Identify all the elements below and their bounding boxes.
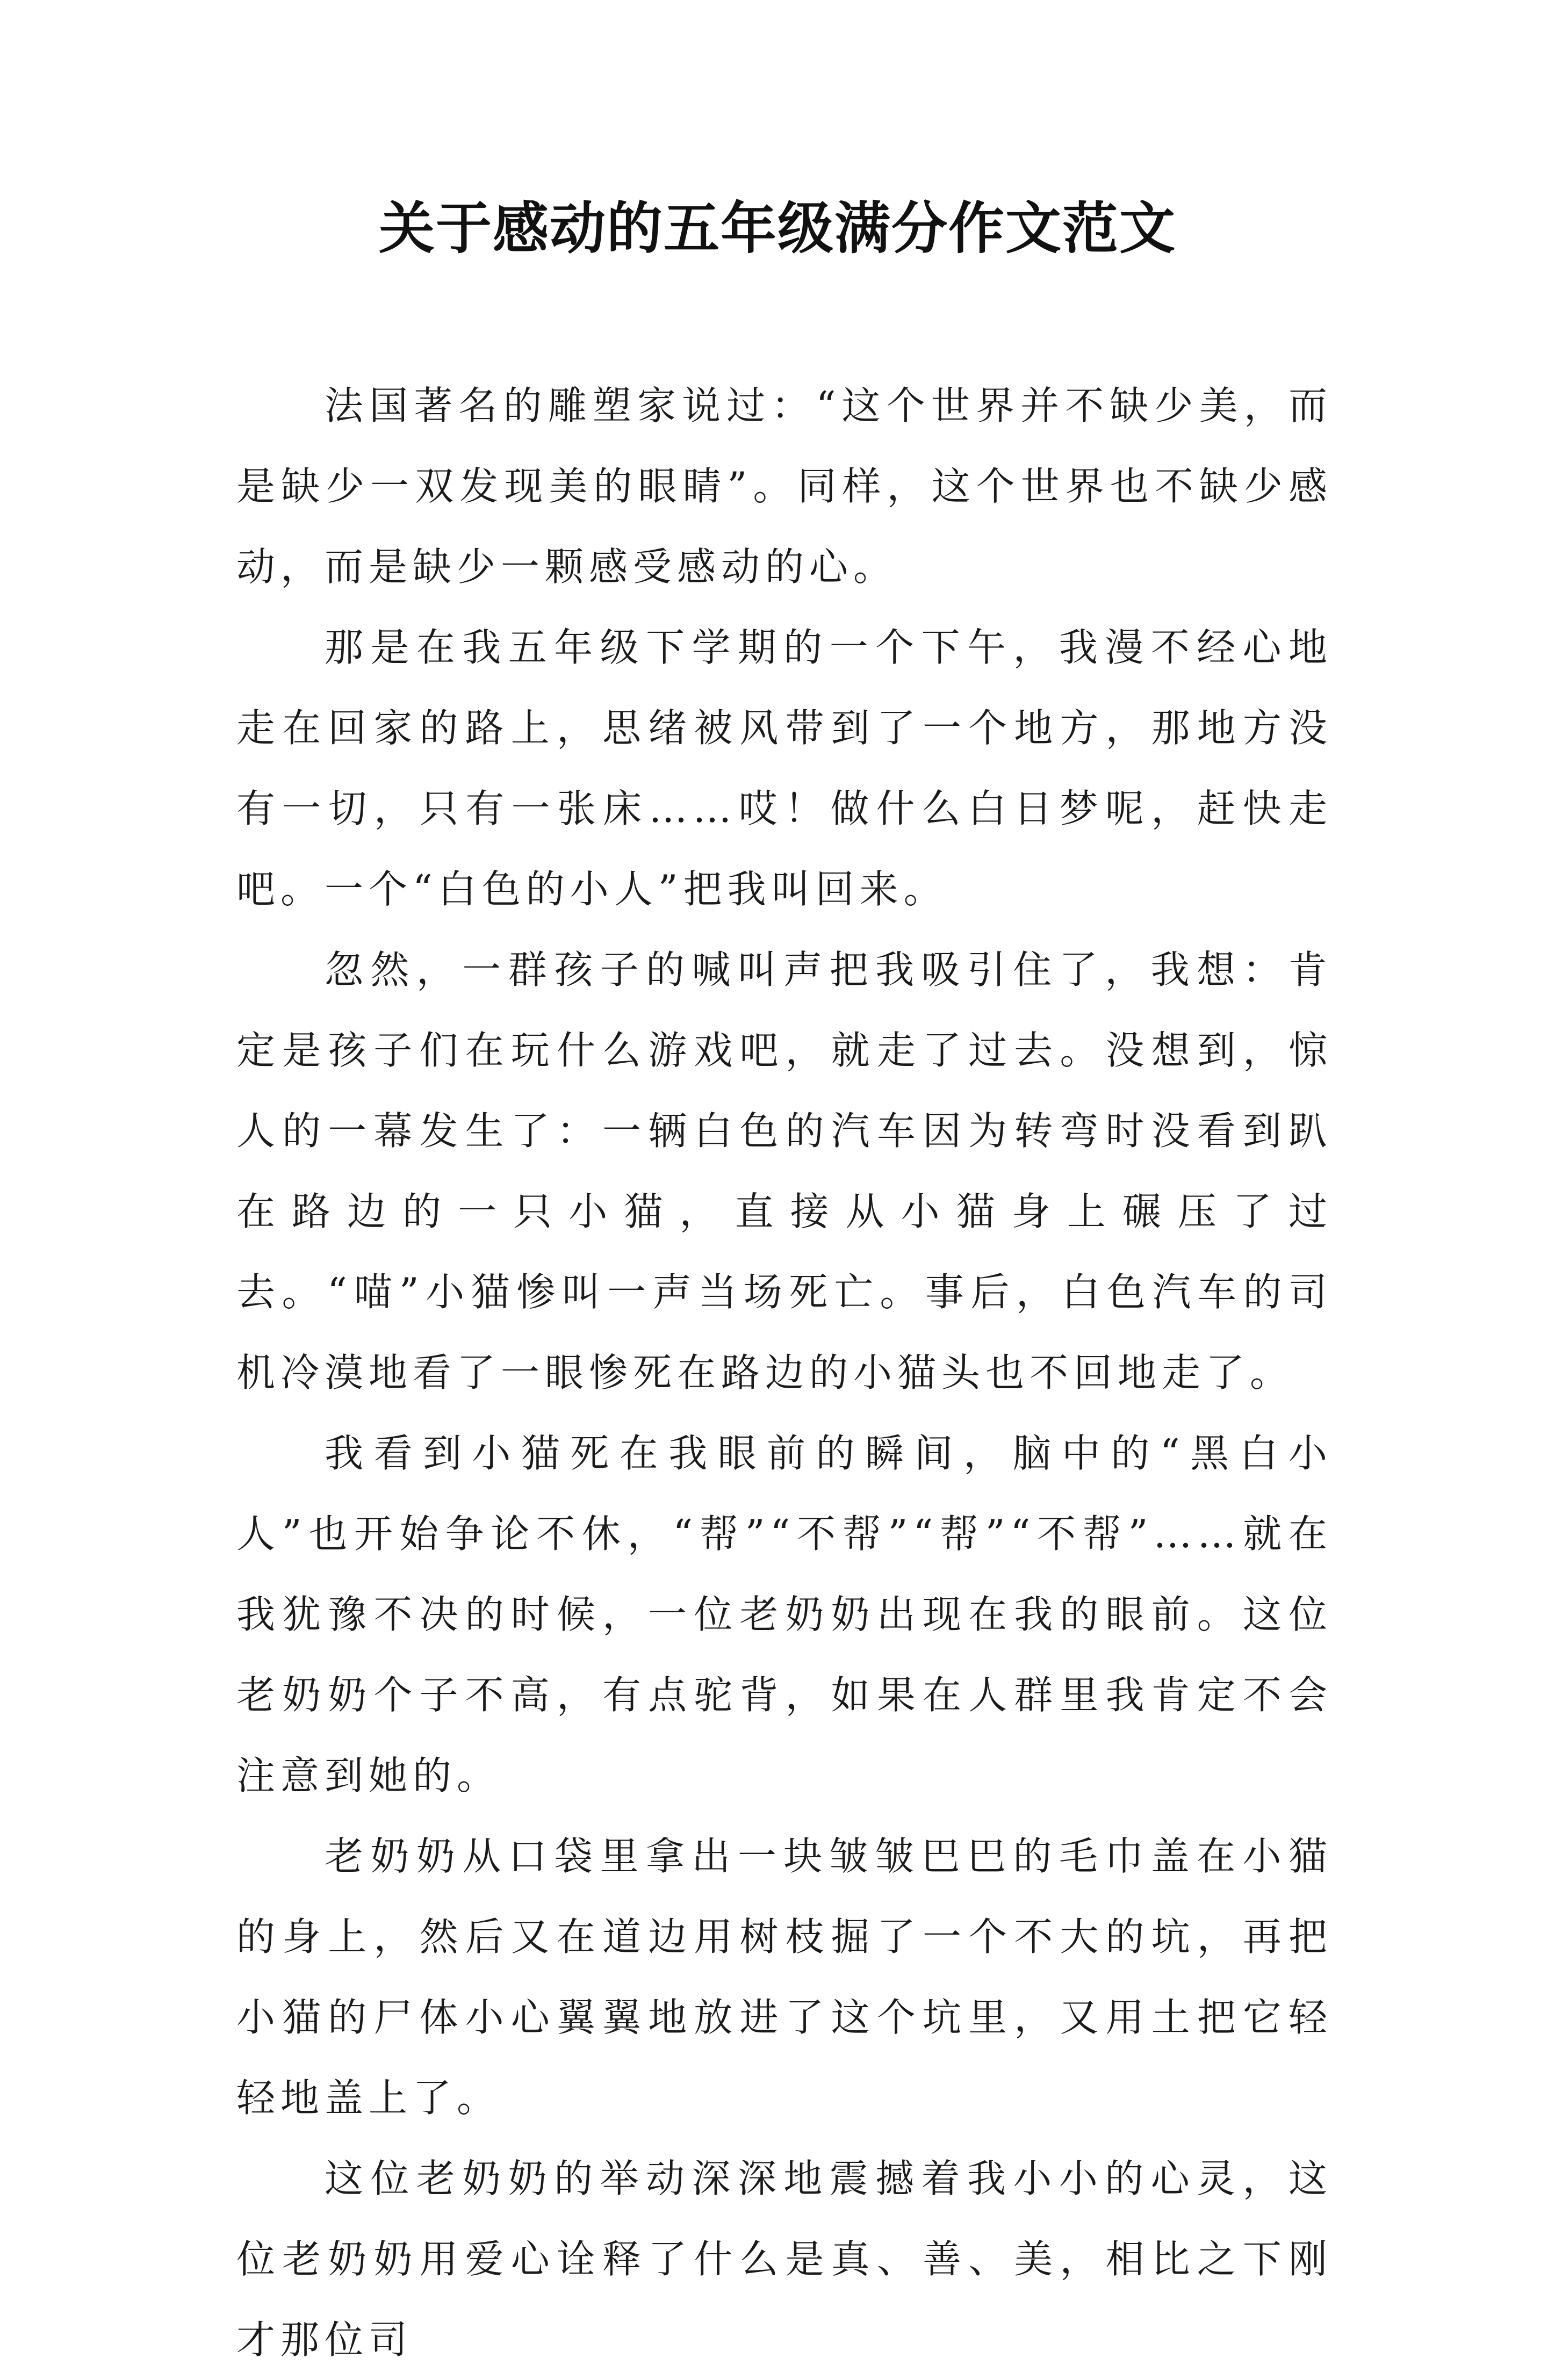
paragraph: 这位老奶奶的举动深深地震撼着我小小的心灵，这位老奶奶用爱心诠释了什么是真、善、美，相比之下刚才那位司	[236, 2156, 1333, 2362]
paragraph: 我看到小猫死在我眼前的瞬间，脑中的“黑白小人”也开始争论不休，“帮”“不帮”“帮”“不帮”……就在我犹豫不决的时候，一位老奶奶出现在我的眼前。这位老奶奶个子不高，有点驼背，如果在人群里我肯定不会注意到她的。	[236, 1431, 1333, 1798]
paragraph: 忽然，一群孩子的喊叫声把我吸引住了，我想：肯定是孩子们在玩什么游戏吧，就走了过去。没想到，惊人的一幕发生了：一辆白色的汽车因为转弯时没看到趴在路边的一只小猫，直接从小猫身上碾压了过去。“喵”小猫惨叫一声当场死亡。事后，白色汽车的司机冷漠地看了一眼惨死在路边的小猫头也不回地走了。	[236, 947, 1333, 1395]
document-body	[236, 365, 1333, 2380]
paragraph: 老奶奶从口袋里拿出一块皱皱巴巴的毛巾盖在小猫的身上，然后又在道边用树枝掘了一个不大的坑，再把小猫的尸体小心翼翼地放进了这个坑里，又用土把它轻轻地盖上了。	[236, 1834, 1333, 2121]
paragraph: 法国著名的雕塑家说过：“这个世界并不缺少美，而是缺少一双发现美的眼睛”。同样，这个世界也不缺少感动，而是缺少一颗感受感动的心。	[236, 383, 1333, 589]
paragraph: 那是在我五年级下学期的一个下午，我漫不经心地走在回家的路上，思绪被风带到了一个地方，那地方没有一切，只有一张床……哎！做什么白日梦呢，赶快走吧。一个“白色的小人”把我叫回来。	[236, 625, 1333, 912]
document-title: 关于感动的五年级满分作文范文	[378, 195, 1176, 261]
